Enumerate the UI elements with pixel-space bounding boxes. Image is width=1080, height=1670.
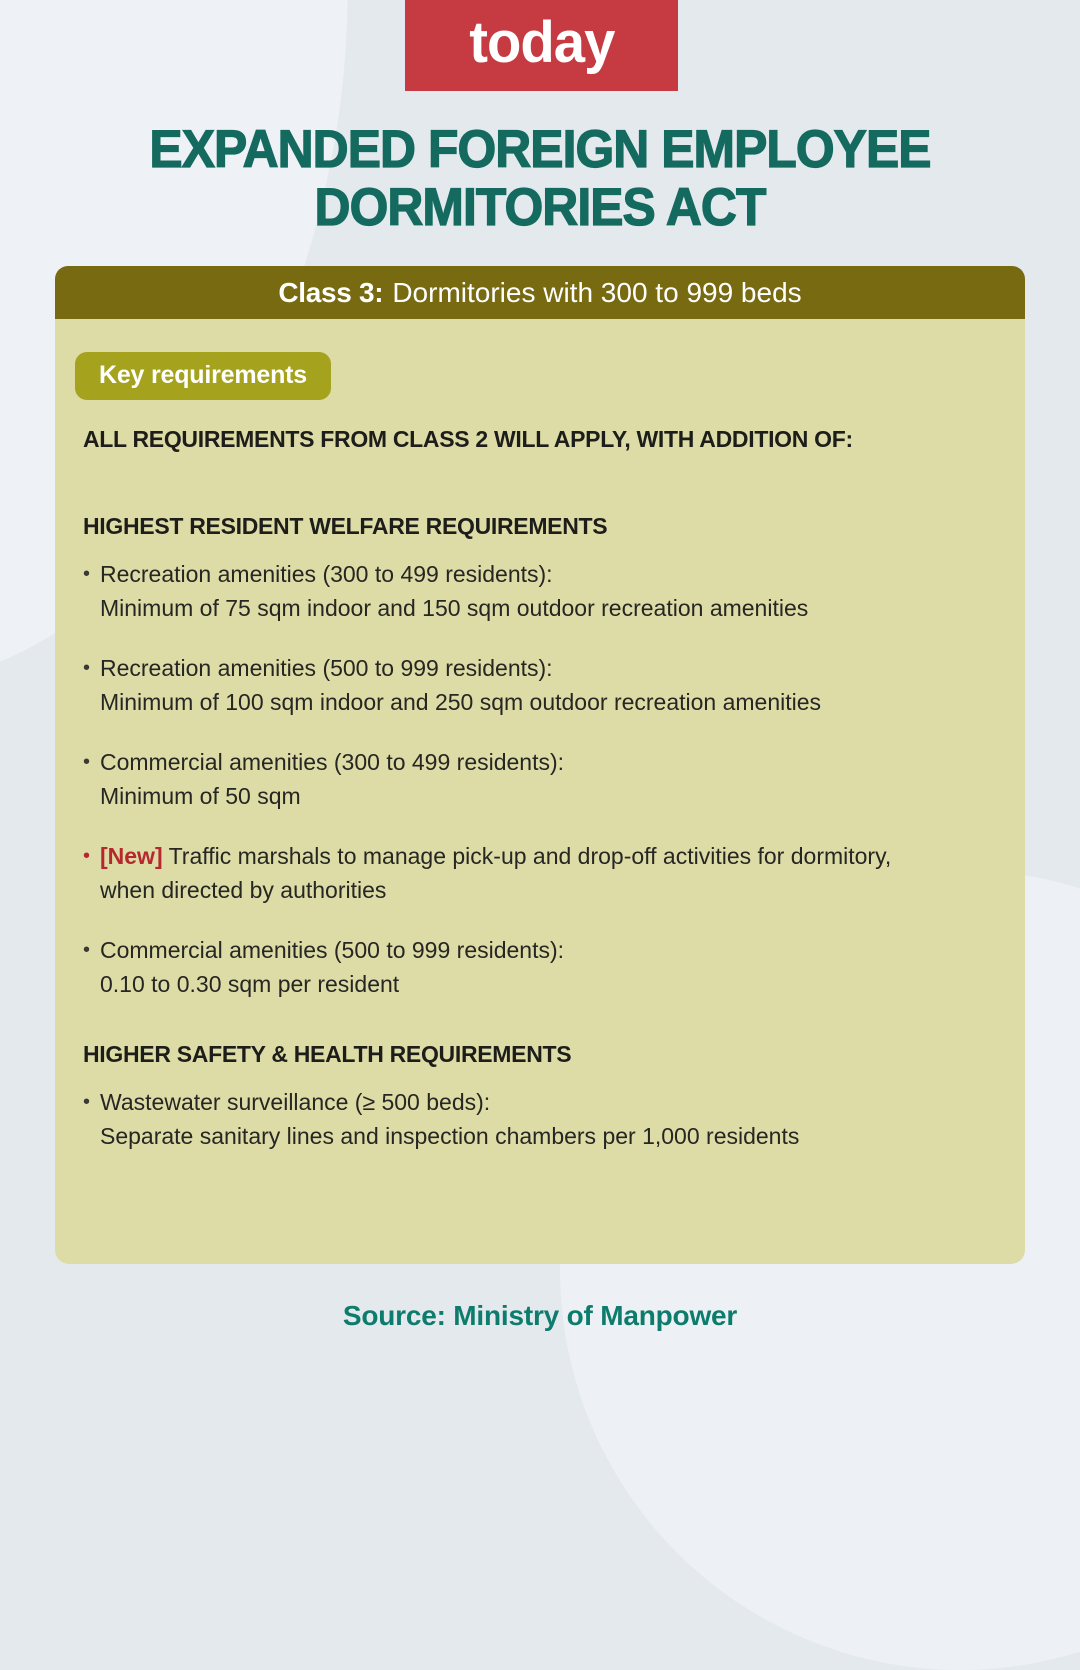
bullet-dot: • xyxy=(83,939,91,961)
bullet-line: Minimum of 50 sqm xyxy=(100,783,301,809)
bullet-text xyxy=(100,933,997,1001)
bullet-item xyxy=(83,651,997,719)
page-title-line-2: DORMITORIES ACT xyxy=(314,178,766,237)
key-requirements-badge: Key requirements xyxy=(75,352,331,400)
section-heading: HIGHEST RESIDENT WELFARE REQUIREMENTS xyxy=(83,513,608,539)
bullet-text xyxy=(100,1085,997,1153)
bullet-item xyxy=(83,839,997,907)
bullet-line: Recreation amenities (500 to 999 residents): xyxy=(100,655,553,681)
bullet-item xyxy=(83,1085,997,1153)
bullet-dot: • xyxy=(83,657,91,679)
bullet-dot: • xyxy=(83,1091,91,1113)
today-logo xyxy=(405,0,678,91)
bullet-line: when directed by authorities xyxy=(100,877,387,903)
new-tag: [New] xyxy=(100,843,163,869)
class-label: Class 3: xyxy=(278,276,384,308)
intro-text: ALL REQUIREMENTS FROM CLASS 2 WILL APPLY, WITH ADDITION OF: xyxy=(83,426,853,452)
page-title-line-1: EXPANDED FOREIGN EMPLOYEE xyxy=(149,120,931,179)
bullet-dot: • xyxy=(83,751,91,773)
bullet-line: Commercial amenities (300 to 499 residents): xyxy=(100,749,565,775)
section-heading: HIGHER SAFETY & HEALTH REQUIREMENTS xyxy=(83,1041,572,1067)
bullet-line: Minimum of 75 sqm indoor and 150 sqm outdoor recreation amenities xyxy=(100,595,809,621)
bullet-text xyxy=(100,839,997,907)
bullet-text xyxy=(100,745,997,813)
bullet-text xyxy=(100,557,997,625)
bullet-line: Wastewater surveillance (≥ 500 beds): xyxy=(100,1089,491,1115)
bullet-line: Commercial amenities (500 to 999 residents): xyxy=(100,937,565,963)
bullet-line: [New] Traffic marshals to manage pick-up and drop-off activities for dormitory, xyxy=(100,843,892,869)
bullet-item xyxy=(83,557,997,625)
bullet-item xyxy=(83,745,997,813)
requirements-panel xyxy=(55,319,1025,1264)
source-attribution: Source: Ministry of Manpower xyxy=(342,1300,738,1331)
bullet-line: 0.10 to 0.30 sqm per resident xyxy=(100,971,400,997)
page-title xyxy=(32,121,1047,237)
sections-container xyxy=(83,513,997,1153)
bullet-line: Minimum of 100 sqm indoor and 250 sqm outdoor recreation amenities xyxy=(100,689,822,715)
bullet-dot: • xyxy=(83,563,91,585)
class-header-bar xyxy=(55,266,1025,319)
class-description: Dormitories with 300 to 999 beds xyxy=(392,276,802,308)
bullet-dot: • xyxy=(83,845,91,867)
bullet-line: Separate sanitary lines and inspection chambers per 1,000 residents xyxy=(100,1123,800,1149)
bullet-item xyxy=(83,933,997,1001)
today-logo-text: today xyxy=(468,10,615,75)
badge-row xyxy=(75,352,997,400)
bullet-line: Recreation amenities (300 to 499 residents): xyxy=(100,561,553,587)
bullet-text xyxy=(100,651,997,719)
